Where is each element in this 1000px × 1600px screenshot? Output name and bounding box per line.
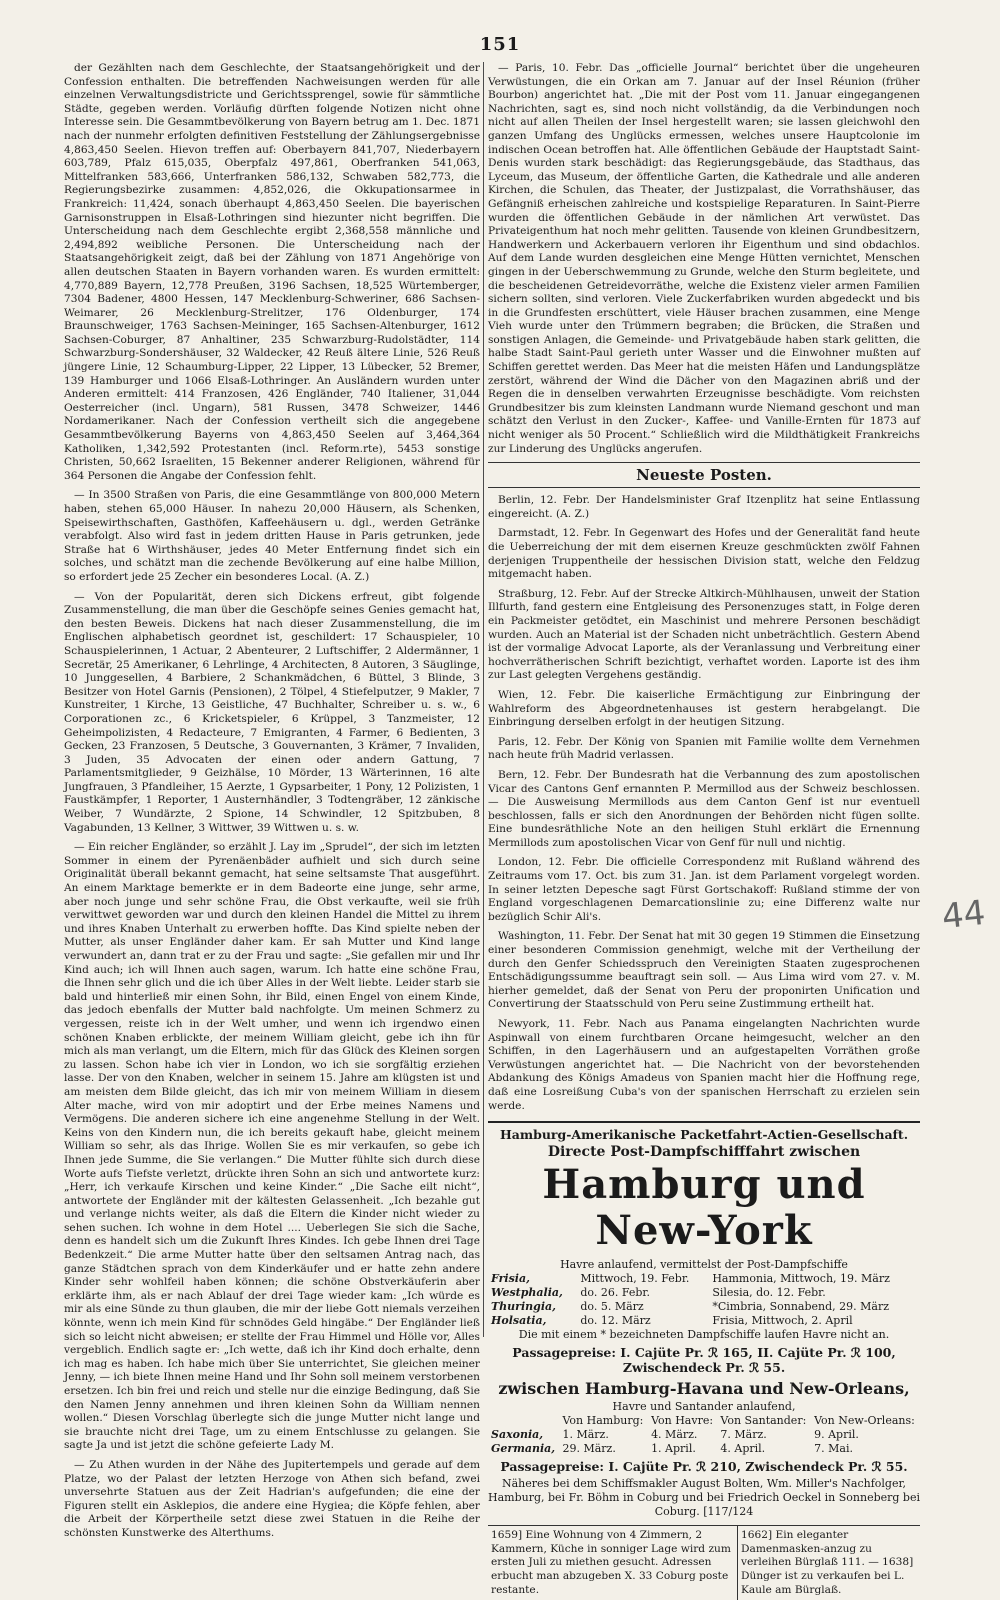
- news-item: London, 12. Febr. Die officielle Correspondenz mit Rußland während des Zeitraums vom 17. Oct. bis zum 31. Jan. ist dem Parlament vorgelegt worden. In seiner letzten Depesche sagt Fürst Gortschakoff: Rußland stimme der von England vorgeschlagenen Demarcationslinie zu; eine Differenz walte nur bezüglich Schir Ali's.: [488, 856, 920, 923]
- schedule-cell: 9. April.: [814, 1428, 859, 1442]
- right-column: [488, 62, 921, 1596]
- schedule-cell: Silesia, do. 12. Febr.: [712, 1286, 826, 1300]
- schedule-cell: 29. März.: [562, 1442, 616, 1456]
- schedule-cell: 7. Mai.: [814, 1442, 853, 1456]
- table-row: [488, 1314, 920, 1328]
- schedule-header: Von Hamburg:: [562, 1414, 644, 1428]
- schedule-cell: do. 12. März: [580, 1314, 651, 1328]
- shipping-advertisement: [488, 1121, 920, 1519]
- ad-schedule: [488, 1272, 920, 1328]
- ad-agent: Näheres bei dem Schiffsmakler August Bolten, Wm. Miller's Nachfolger, Hamburg, bei Fr. Böhm in Coburg und bei Friedrich Oeckel in Sonneberg bei Coburg. [117/124: [488, 1477, 921, 1519]
- table-row: [488, 1442, 920, 1456]
- classified-ad-costume: 1662] Ein eleganter Damenmasken-anzug zu verleihen Bürglaß 111. — 1638] Dünger ist zu verkaufen bei L. Kaule am Bürglaß.: [741, 1529, 914, 1596]
- ad-title: Hamburg und New-York: [542, 1161, 866, 1255]
- schedule-cell: 1. April.: [651, 1442, 696, 1456]
- table-row: [488, 1428, 920, 1442]
- news-item: Straßburg, 12. Febr. Auf der Strecke Altkirch-Mühlhausen, unweit der Station Illfurth, fand gestern eine Entgleisung des Personenzuges statt, in Folge deren ein Packmeister getödtet, ein Maschinist und mehrere Personen beschädigt wurden. Auch an Material ist der Schaden nicht unbeträchtlich. Gestern Abend ist der vormalige Advocat Laporte, als der Veranlassung und Verbreitung einer hochverrätherischen Schrift bezichtigt, verhaftet worden. Laporte ist des ihm zur Last gelegten Vergehens geständig.: [488, 587, 920, 682]
- ad-via: Havre anlaufend, vermittelst der Post-Dampfschiffe: [560, 1258, 848, 1272]
- schedule-cell: Germania,: [491, 1442, 556, 1456]
- left-column: [64, 62, 480, 1539]
- column-divider: [483, 62, 484, 1337]
- ad-company: Hamburg-Amerikanische Packetfahrt-Actien-Gesellschaft.: [499, 1127, 909, 1143]
- schedule-cell: 4. April.: [720, 1442, 766, 1456]
- article-dickens: — Von der Popularität, deren sich Dickens erfreut, gibt folgende Zusammenstellung, die man über die Geschöpfe seines Genies gemacht hat, den besten Beweis. Dickens hat nach dieser Zusammenstellung, die im Englischen alphabetisch geordnet ist, geschildert: 17 Schauspieler, 10 Schauspielerinnen, 1 Actuar, 2 Abenteurer, 2 Luftschiffer, 2 Aldermänner, 1 Secretär, 25 Amerikaner, 6 Lehrlinge, 4 Architecten, 8 Autoren, 3 Säuglinge, 10 Junggesellen, 4 Barbiere, 2 Schankmädchen, 6 Büttel, 3 Blinde, 3 Besitzer von Hotel Garnis (Pensionen), 2 Tölpel, 4 Stiefelputzer, 9 Makler, 7 Kunstreiter, 1 Kirche, 13 Geistliche, 47 Buchhalter, Schreiber u. s. w., 6 Corporationen zc., 6 Kricketspieler, 6 Krüppel, 3 Tanzmeister, 12 Geheimpolizisten, 4 Redacteure, 7 Emigranten, 4 Farmer, 6 Bedienten, 3 Gecken, 23 Franzosen, 5 Deutsche, 3 Gouvernanten, 3 Krämer, 7 Invaliden, 3 Juden, 35 Advocaten der einen oder andern Gattung, 7 Parlamentsmitglieder, 9 Geizhälse, 10 Mörder, 13 Wärterinnen, 16 alte Jungfrauen, 3 Pfandleiher, 15 Aerzte, 1 Gypsarbeiter, 1 Pony, 12 Polizisten, 1 Faustkämpfer, 1 Reporter, 1 Austernhändler, 3 Todtengräber, 12 zänkische Weiber, 7 Wundärzte, 2 Spione, 14 Schwindler, 12 Spitzbuben, 8 Vagabunden, 13 Kellner, 3 Wittwer, 39 Wittwen u. s. w.: [64, 590, 480, 834]
- table-row: [488, 1300, 920, 1314]
- schedule-cell: Frisia,: [491, 1272, 530, 1286]
- table-row: [488, 1272, 920, 1286]
- ad-prices: Passagepreise: I. Cajüte Pr. ℛ 165, II. Cajüte Pr. ℛ 100, Zwischendeck Pr. ℛ 55.: [512, 1345, 896, 1376]
- schedule-cell: do. 5. März: [580, 1300, 644, 1314]
- schedule-cell: Hammonia, Mittwoch, 19. März: [712, 1272, 890, 1286]
- schedule-cell: 7. März.: [720, 1428, 767, 1442]
- schedule-cell: [488, 1414, 559, 1428]
- schedule-cell: 1. März.: [562, 1428, 609, 1442]
- classified-ad-apartment: 1659] Eine Wohnung von 4 Zimmern, 2 Kammern, Küche in sonniger Lage wird zum ersten Juli zu miethen gesucht. Adressen erbucht man abzugeben X. 33 Coburg poste restante.: [488, 1526, 738, 1600]
- article-reunion: — Paris, 10. Febr. Das „officielle Journal“ berichtet über die ungeheuren Verwüstungen, die ein Orkan am 7. Januar auf der Insel Réunion (früher Bourbon) angerichtet hat. „Die mit der Post vom 11. Januar eingegangenen Nachrichten, sagt es, sind noch nicht vollständig, da die Verbindungen noch nicht auf allen Theilen der Insel hergestellt waren; sie lassen gleichwohl den ganzen Umfang des Unglücks ermessen, welches unsere Hauptcolonie im indischen Ocean betroffen hat. Alle öffentlichen Gebäude der Hauptstadt Saint-Denis wurden stark beschädigt: das Regierungsgebäude, das Stadthaus, das Lyceum, das Museum, der öffentliche Garten, die Kathedrale und alle anderen Kirchen, die Schulen, das Theater, der Justizpalast, die Vorrathshäuser, das Gefängniß erheischen zahlreiche und kostspielige Reparaturen. In Saint-Pierre wurden die öffentlichen Gebäude in der nämlichen Art verwüstet. Das Privateigenthum hat noch mehr gelitten. Tausende von kleinen Grundbesitzern, Handwerkern und Ackerbauern verloren ihr Eigenthum und sind obdachlos. Auf dem Lande wurden desgleichen eine Menge Hütten vernichtet, Menschen gingen in der Ueberschwemmung zu Grunde, welche den Sturm begleitete, und die bescheidenen Getreidevorräthe, welche die Existenz vieler armen Familien sichern sollten, sind verloren. Viele Zuckerfabriken wurden abgedeckt und bis in die Grundfesten erschüttert, viele Häuser brachen zusammen, eine Menge Vieh wurde unter den Trümmern begraben; die Brücken, die Straßen und sonstigen Anlagen, die Gemeinde- und Privatgebäude haben stark gelitten, die halbe Stadt Saint-Paul gerieth unter Wasser und die Einwohner mußten auf Schiffen gerettet werden. Das Meer hat die meisten Häfen und Landungsplätze zerstört, während der Wind die Dächer von den Magazinen abriß und der Regen die in denselben verwahrten Erzeugnisse beschädigte. Vom reichsten Grundbesitzer bis zum kleinsten Landmann wurde Niemand geschont und man schätzt den Verlust in den Zucker-, Kaffee- und Vanille-Ernten für 1873 auf nicht weniger als 50 Procent.“ Schließlich wird die Mildthätigkeit Frankreichs zur Linderung des Unglücks angerufen.: [488, 62, 920, 455]
- ad-schedule2: [488, 1414, 920, 1456]
- ad-route2-sub: Havre und Santander anlaufend,: [612, 1400, 796, 1414]
- schedule-cell: Thuringia,: [491, 1300, 556, 1314]
- article-paris-streets: — In 3500 Straßen von Paris, die eine Gesammtlänge von 800,000 Metern haben, stehen 65,000 Häuser. In nahezu 20,000 Häusern, als Schenken, Speisewirthschaften, Gasthöfen, Kaffeehäusern u. dgl., werden Getränke verabfolgt. Also wird fast in jedem dritten Hause in Paris getrunken, jede Straße hat 6 Wirthshäuser, jedes 40 Meter Entfernung findet sich ein solches, und schätzt man die zechende Bevölkerung auf eine halbe Million, so erfordert jede 25 Zecher ein besonderes Local. (A. Z.): [64, 489, 480, 583]
- article-census: der Gezählten nach dem Geschlechte, der Staatsangehörigkeit und der Confession enthalten. Die betreffenden Nachweisungen werden für alle einzelnen Verwaltungsdistricte und Gerichtssprengel, sowie für sämmtliche Städte, gegeben werden. Vorläufig dürften folgende Notizen nicht ohne Interesse sein. Die Gesammtbevölkerung von Bayern betrug am 1. Dec. 1871 nach der nunmehr erfolgten definitiven Feststellung der Zählungsergebnisse 4,863,450 Seelen. Hievon treffen auf: Oberbayern 841,707, Niederbayern 603,789, Pfalz 615,035, Oberpfalz 497,861, Oberfranken 541,063, Mittelfranken 583,666, Unterfranken 586,132, Schwaben 582,773, die Regierungsbezirke zusammen: 4,852,026, die Okkupationsarmee in Frankreich: 11,424, sonach überhaupt 4,863,450 Seelen. Die bayerischen Garnisonstruppen in Elsaß-Lothringen sind hiezunter nicht begriffen. Die Unterscheidung nach dem Geschlechte ergibt 2,368,558 männliche und 2,494,892 weibliche Personen. Die Unterscheidung nach der Staatsangehörigkeit zeigt, daß bei der Zählung von 1871 Angehörige von allen deutschen Staaten in Bayern vorhanden waren. Es wurden ermittelt: 4,770,889 Bayern, 12,778 Preußen, 3196 Sachsen, 18,525 Würtemberger, 7304 Badener, 4800 Hessen, 147 Mecklenburg-Schweriner, 686 Sachsen-Weimarer, 26 Mecklenburg-Strelitzer, 176 Oldenburger, 174 Braunschweiger, 1763 Sachsen-Meininger, 165 Sachsen-Altenburger, 1612 Sachsen-Coburger, 87 Anhaltiner, 235 Schwarzburg-Rudolstädter, 114 Schwarzburg-Sondershäuser, 32 Waldecker, 42 Reuß ältere Linie, 526 Reuß jüngere Linie, 12 Schaumburg-Lipper, 22 Lipper, 13 Lübecker, 52 Bremer, 139 Hamburger und 1066 Elsaß-Lothringer. An Ausländern wurden unter Anderen ermittelt: 414 Franzosen, 426 Engländer, 740 Italiener, 31,044 Oesterreicher (incl. Ungarn), 581 Russen, 3478 Schweizer, 1446 Nordamerikaner. Nach der Confession vertheilt sich die angegebene Gesammtbevölkerung Bayerns von 4,863,450 Seelen auf 3,464,364 Katholiken, 1,342,592 Protestanten (incl. Reform.rte), 5453 sonstige Christen, 50,662 Israeliten, 15 Bekenner anderer Religionen, während für 364 Personen die Angabe der Confession fehlt.: [64, 62, 480, 482]
- schedule-cell: do. 26. Febr.: [580, 1286, 650, 1300]
- schedule-header: Von New-Orleans:: [814, 1414, 915, 1428]
- ad-route2: zwischen Hamburg-Havana und New-Orleans,: [498, 1379, 910, 1399]
- handwritten-margin-note: 44: [940, 892, 988, 938]
- schedule-cell: Frisia, Mittwoch, 2. April: [712, 1314, 853, 1328]
- page-number: 151: [479, 34, 521, 55]
- schedule-cell: *Cimbria, Sonnabend, 29. März: [712, 1300, 889, 1314]
- schedule-cell: Holsatia,: [491, 1314, 547, 1328]
- news-item: Darmstadt, 12. Febr. In Gegenwart des Hofes und der Generalität fand heute die Ueberreichung der mit dem eisernen Kreuze geschmückten zwölf Fahnen derjenigen Truppentheile der hessischen Division statt, welche den Feldzug mitgemacht haben.: [488, 527, 920, 581]
- news-item: Newyork, 11. Febr. Nach aus Panama eingelangten Nachrichten wurde Aspinwall von einem furchtbaren Orcane heimgesucht, welcher an den Schiffen, in den Lagerhäusern und an aufgestapelten Vorräthen große Verwüstungen angerichtet hat. — Die Nachricht von der bevorstehenden Abdankung des Königs Amadeus von Spanien macht hier die Hoffnung rege, daß eine Losreißung Cuba's von der spanischen Herrschaft zu erzielen sein werde.: [488, 1018, 920, 1112]
- news-item: Wien, 12. Febr. Die kaiserliche Ermächtigung zur Einbringung der Wahlreform des Abgeordnetenhauses ist gestern herabgelangt. Die Einbringung derselben erfolgt in der heutigen Sitzung.: [488, 688, 920, 729]
- news-heading: Neueste Posten.: [488, 462, 920, 488]
- news-item: Berlin, 12. Febr. Der Handelsminister Graf Itzenplitz hat seine Entlassung eingereicht. (A. Z.): [488, 494, 920, 520]
- schedule-cell: 4. März.: [651, 1428, 698, 1442]
- table-row: [488, 1286, 920, 1300]
- table-row: [488, 1414, 920, 1428]
- article-englishman: — Ein reicher Engländer, so erzählt J. Lay im „Sprudel“, der sich im letzten Sommer in einem der Pyrenäenbäder aufhielt und sich durch seine Originalität überall bekannt gemacht, hat seine seltsamste That ausgeführt. An einem Marktage bemerkte er in dem Badeorte eine junge, sehr arme, aber noch junge und sehr schöne Frau, die Obst verkaufte, weil sie früh verwittwet geworden war und durch den kleinen Handel die Mittel zu ihrem und ihres Knaben Unterhalt zu erwerben hoffte. Das Kind spielte neben der Mutter, als unser Engländer daher kam. Er sah Mutter und Kind lange verwundert an, dann trat er zu der Frau und sagte: „Sie gefallen mir und Ihr Kind auch; ich will Ihnen auch sagen, warum. Ich hatte eine schöne Frau, die Ihnen sehr glich und die ich über Alles in der Welt liebte. Leider starb sie bald und hinterließ mir einen Sohn, ihr Bild, einen Engel von einem Kinde, das jedoch ebenfalls der Mutter bald nachfolgte. Um meinen Schmerz zu vergessen, reiste ich in der Welt umher, und wenn ich irgendwo einen schönen Knaben erblickte, der meinem William gleicht, gebe ich ihn für mich als man verlangt, um die Eltern, mich für das Glück des Kleinen sorgen zu lassen. Schon habe ich vier in London, wo ich sie sorgfältig erziehen lasse. Der von den Knaben, welcher in seinem 15. Jahre am klügsten ist und am meisten dem Bilde gleicht, das ich mir von meinem William in diesem Alter mache, wird von mir adoptirt und der Erbe meines Namens und Vermögens. Die anderen sichere ich eine angenehme Stellung in der Welt. Keins von den Kindern nun, die ich bereits gekauft habe, gleicht meinem William so sehr, als das Ihrige. Wollen Sie es mir verkaufen, so gebe ich Ihnen jede Summe, die Sie verlangen.“ Die Mutter fühlte sich durch diese Worte aufs Tiefste verletzt, drückte ihren Sohn an sich und antwortete kurz: „Herr, ich verkaufe Kirschen und keine Kinder.“ „Die Sache eilt nicht“, antwortete der Engländer mit der kältesten Gelassenheit. „Ich bezahle gut und verlange nichts weiter, als daß die Eltern die Kinder nicht wieder zu sehen suchen. Ich wohne in dem Hotel .... Ueberlegen Sie sich die Sache, denn es handelt sich um die Zukunft Ihres Kindes. Ich gebe Ihnen drei Tage Bedenkzeit.“ Die arme Mutter hatte über den seltsamen Antrag nach, das ganze Städtchen sprach von dem Kinderkäufer und er hatte zehn andere Kinder sehr wohlfeil haben können; die schöne Obstverkäuferin aber erklärte ihm, als er nach Ablauf der drei Tage wieder kam: „Ich würde es mir als eine Sünde zu thun glauben, die mir der liebe Gott niemals verzeihen könnte, wenn ich mein Kind für schnödes Geld hingäbe.“ Der Engländer ließ sich so leicht nicht abweisen; er stellte der Frau Himmel und Hölle vor, Alles vergeblich. Endlich sagte er: „Ich wette, daß ich ihr Kind doch erhalte, denn ich mag es haben. Ich habe mich über Sie unterrichtet, Sie gleichen meiner Jenny, — ich biete Ihnen meine Hand und Ihr Sohn soll meinem verstorbenen ersetzen. Ich bin frei und reich und stelle nur die einzige Bedingung, daß Sie den Namen Jenny annehmen und ihren kleinen Sohn da William nennen wollen.“ Diesen Vorschlag überlegte sich die junge Mutter nicht lange und sie brauchte nicht drei Tage, um zu einem Entschlusse zu gelangen. Sie sagte Ja und ist jetzt die schöne gefeierte Lady M.: [64, 841, 480, 1452]
- news-item: Washington, 11. Febr. Der Senat hat mit 30 gegen 19 Stimmen die Einsetzung einer besonderen Commission genehmigt, welche mit der Vertheilung der durch den Genfer Schiedsspruch den Vereinigten Staaten zugesprochenen Entschädigungssumme beauftragt sein soll. — Aus Lima wird vom 27. v. M. hierher gemeldet, daß der Senat von Peru der proponirten Unification und Convertirung der Staatsschuld von Peru seine Zustimmung ertheilt hat.: [488, 930, 920, 1011]
- schedule-header: Von Havre:: [651, 1414, 714, 1428]
- ad-note: Die mit einem * bezeichneten Dampfschiffe laufen Havre nicht an.: [518, 1328, 890, 1342]
- schedule-header: Von Santander:: [720, 1414, 807, 1428]
- ad-prices2: Passagepreise: I. Cajüte Pr. ℛ 210, Zwischendeck Pr. ℛ 55.: [500, 1459, 908, 1475]
- schedule-cell: Westphalia,: [491, 1286, 563, 1300]
- classified-ads: [488, 1525, 920, 1600]
- news-item: Paris, 12. Febr. Der König von Spanien mit Familie wollte dem Vernehmen nach heute früh Madrid verlassen.: [488, 735, 920, 762]
- ad-subtitle: Directe Post-Dampfschifffahrt zwischen: [547, 1144, 861, 1161]
- schedule-cell: Saxonia,: [491, 1428, 544, 1442]
- article-athens: — Zu Athen wurden in der Nähe des Jupitertempels und gerade auf dem Platze, wo der Palast der letzten Herzoge von Athen sich befand, zwei unversehrte Statuen aus der Zeit Hadrian's aufgefunden; die eine der Figuren stellt ein Asklepios, die andere eine Hygiea; die Köpfe fehlen, aber die Arbeit der Körpertheile setzt diese zwei Statuen in die Reihe der schönsten Kunstwerke des Alterthums.: [64, 1458, 480, 1539]
- schedule-cell: Mittwoch, 19. Febr.: [580, 1272, 690, 1286]
- news-item: Bern, 12. Febr. Der Bundesrath hat die Verbannung des zum apostolischen Vicar des Cantons Genf ernannten P. Mermillod aus der Schweiz beschlossen. — Die Ausweisung Mermillods aus dem Canton Genf ist nur eventuell beschlossen, falls er sich den Anordnungen der Behörden nicht fügen sollte. Eine bundesräthliche Note an den heiligen Stuhl erklärt die Ernennung Mermillods zum apostolischen Vicar von Genf für null und nichtig.: [488, 768, 920, 849]
